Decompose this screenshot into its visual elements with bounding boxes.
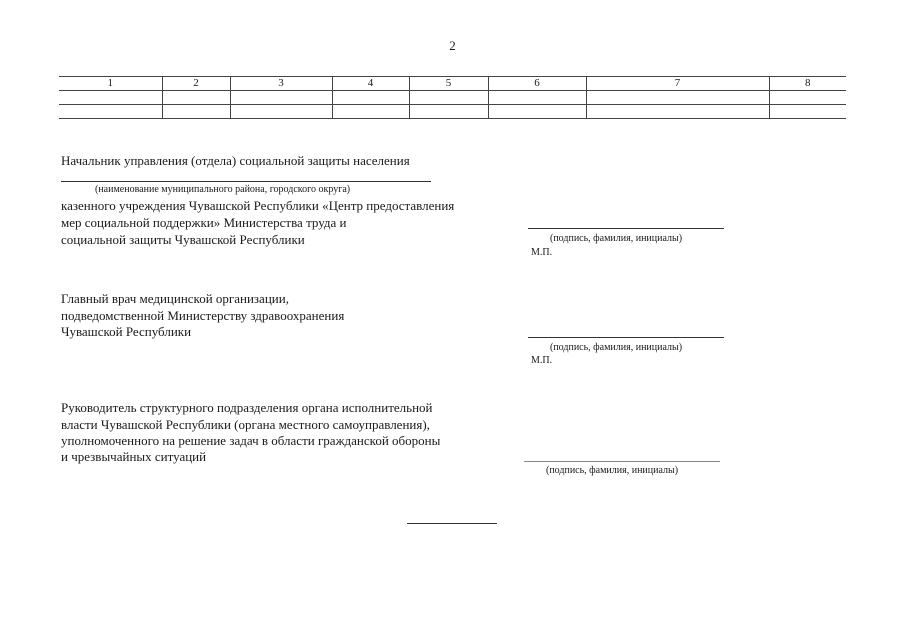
data-table [59,76,846,119]
table-cell [59,105,162,119]
column-header: 7 [586,77,769,91]
column-header: 5 [409,77,488,91]
column-header: 2 [162,77,230,91]
stamp-label: М.П. [531,355,553,366]
table-header-row [59,77,846,91]
block1-title: Начальник управления (отдела) социальной защиты населения [61,153,410,168]
table-cell [230,91,332,105]
block2-line: Главный врач медицинской организации, [61,291,289,306]
table-cell [488,105,586,119]
table-cell [230,105,332,119]
column-header: 1 [59,77,162,91]
table-cell [769,105,846,119]
table-cell [162,91,230,105]
organization-name-field[interactable] [61,181,431,182]
table-cell [769,91,846,105]
stamp-label: М.П. [531,247,553,258]
table-cell [59,91,162,105]
column-header: 3 [230,77,332,91]
table-cell [586,105,769,119]
signature-line[interactable] [524,461,720,462]
page-number: 2 [449,38,456,53]
table-cell [332,105,409,119]
block3-line: и чрезвычайных ситуаций [61,449,207,464]
signature-caption: (подпись, фамилия, инициалы) [550,342,683,353]
table-row [59,91,846,105]
table-cell [409,105,488,119]
table-cell [332,91,409,105]
signature-caption: (подпись, фамилия, инициалы) [546,465,679,476]
block3-line: власти Чувашской Республики (органа местного самоуправления), [61,417,430,432]
table-cell [409,91,488,105]
column-header: 4 [332,77,409,91]
signature-caption: (подпись, фамилия, инициалы) [550,233,683,244]
column-header: 8 [769,77,846,91]
organization-name-hint: (наименование муниципального района, городского округа) [95,184,351,195]
block1-line: социальной защиты Чувашской Республики [61,232,305,247]
signature-line[interactable] [528,337,724,338]
block1-line: мер социальной поддержки» Министерства труда и [61,215,347,230]
table-row [59,105,846,119]
table-cell [488,91,586,105]
table-cell [586,91,769,105]
table-cell [162,105,230,119]
closing-divider [407,523,497,524]
block1-line: казенного учреждения Чувашской Республики «Центр предоставления [61,198,455,213]
block2-line: подведомственной Министерству здравоохранения [61,308,345,323]
block2-line: Чувашской Республики [61,324,192,339]
column-header: 6 [488,77,586,91]
block3-line: Руководитель структурного подразделения органа исполнительной [61,400,433,415]
signature-line[interactable] [528,228,724,229]
block3-line: уполномоченного на решение задач в области гражданской обороны [61,433,441,448]
